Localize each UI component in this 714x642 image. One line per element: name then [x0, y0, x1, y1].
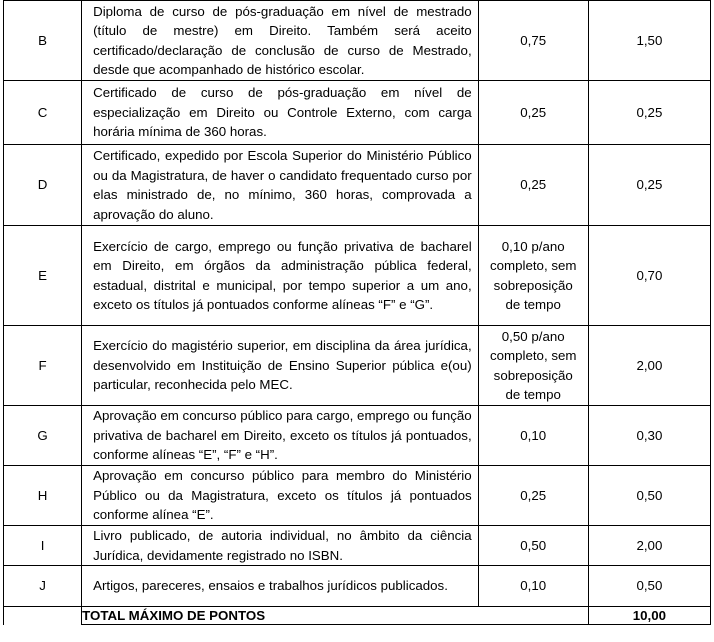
table-row — [4, 145, 711, 226]
row-unit-value: 0,10 — [478, 406, 588, 466]
row-max-value: 2,00 — [588, 526, 710, 566]
row-description: Livro publicado, de autoria individual, no âmbito da ciência Jurídica, devidamente registrado no ISBN. — [82, 526, 479, 566]
table-row — [4, 226, 711, 326]
row-letter: B — [4, 1, 82, 81]
row-unit-value: 0,75 — [478, 1, 588, 81]
row-letter: J — [4, 566, 82, 607]
row-description: Exercício do magistério superior, em disciplina da área jurídica, desenvolvido em Instituição de Ensino Superior pública e(ou) particular, reconhecida pelo MEC. — [82, 326, 479, 406]
row-letter: F — [4, 326, 82, 406]
row-letter: G — [4, 406, 82, 466]
total-row — [4, 607, 711, 625]
table-row — [4, 466, 711, 526]
scoring-table — [3, 0, 711, 625]
row-letter: C — [4, 81, 82, 145]
row-description: Artigos, pareceres, ensaios e trabalhos jurídicos publicados. — [82, 566, 479, 607]
row-letter: H — [4, 466, 82, 526]
table-row — [4, 326, 711, 406]
row-max-value: 0,50 — [588, 566, 710, 607]
row-unit-value: 0,50 p/ano completo, sem sobreposição de tempo — [489, 328, 577, 402]
row-max-value: 2,00 — [588, 326, 710, 406]
row-max-value: 1,50 — [588, 1, 710, 81]
row-max-value: 0,50 — [588, 466, 710, 526]
row-letter: E — [4, 226, 82, 326]
table-row — [4, 406, 711, 466]
row-max-value: 0,25 — [588, 145, 710, 226]
table-row — [4, 1, 711, 81]
row-description: Exercício de cargo, emprego ou função privativa de bacharel em Direito, em órgãos da administração pública federal, estadual, distrital e municipal, por tempo superior a um ano, exceto os títulos já pontuados conforme alíneas “F” e “G”. — [82, 226, 479, 326]
row-max-value: 0,30 — [588, 406, 710, 466]
row-description: Certificado, expedido por Escola Superior do Ministério Público ou da Magistratura, de haver o candidato frequentado curso por elas ministrado de, no mínimo, 360 horas, comprovada a aprovação do aluno. — [82, 145, 479, 226]
row-max-value: 0,25 — [588, 81, 710, 145]
table-row — [4, 81, 711, 145]
row-unit-value: 0,10 — [478, 566, 588, 607]
row-description: Diploma de curso de pós-graduação em nível de mestrado (título de mestre) em Direito. Também será aceito certificado/declaração de conclusão de curso de Mestrado, desde que acompanhado de histórico escolar. — [82, 1, 479, 81]
row-description: Aprovação em concurso público para cargo, emprego ou função privativa de bacharel em Direito, exceto os títulos já pontuados, conforme alíneas “E”, “F” e “H”. — [82, 406, 479, 466]
row-unit-value: 0,50 — [478, 526, 588, 566]
row-letter: I — [4, 526, 82, 566]
row-unit-value: 0,10 p/ano completo, sem sobreposição de tempo — [489, 238, 577, 312]
row-unit-value: 0,25 — [478, 81, 588, 145]
table-row — [4, 526, 711, 566]
row-unit-value: 0,25 — [478, 145, 588, 226]
row-description: Certificado de curso de pós-graduação em nível de especialização em Direito ou Controle Externo, com carga horária mínima de 360 horas. — [82, 81, 479, 145]
total-label: TOTAL MÁXIMO DE PONTOS — [82, 607, 589, 625]
row-letter: D — [4, 145, 82, 226]
total-value: 10,00 — [588, 607, 710, 625]
row-description: Aprovação em concurso público para membro do Ministério Público ou da Magistratura, exceto os títulos já pontuados conforme alínea “E”. — [82, 466, 479, 526]
row-max-value: 0,70 — [588, 226, 710, 326]
row-unit-value: 0,25 — [478, 466, 588, 526]
table-row — [4, 566, 711, 607]
